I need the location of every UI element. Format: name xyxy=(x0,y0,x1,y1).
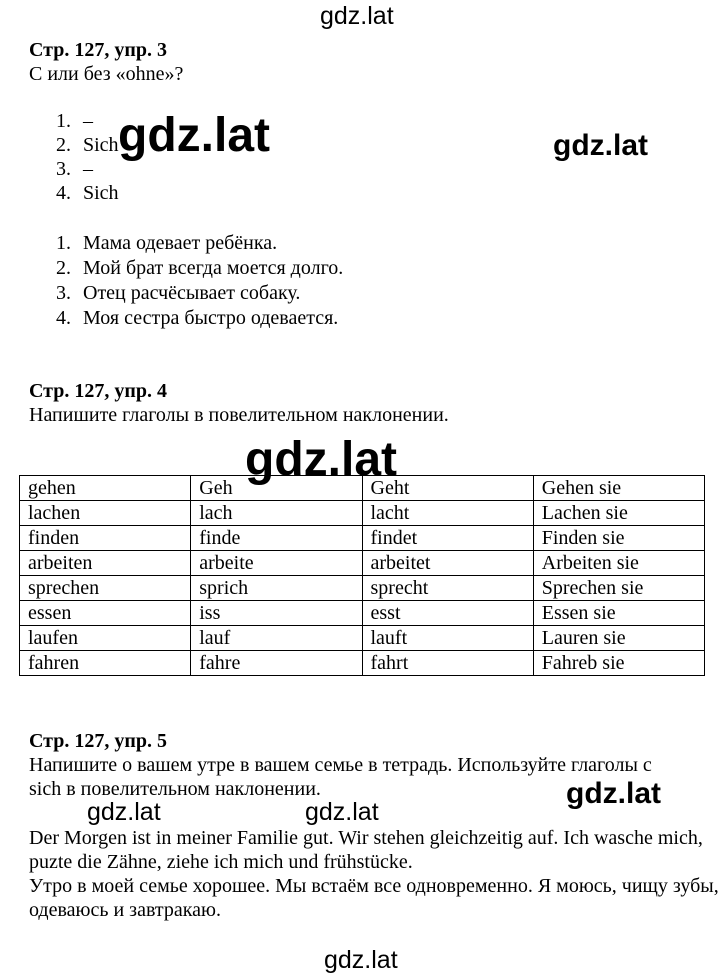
list-item: 4. Sich xyxy=(56,182,119,204)
table-cell: essen xyxy=(20,601,191,626)
table-cell: Fahreb sie xyxy=(533,651,704,676)
ex5-instruction-line1: Напишите о вашем утре в вашем семье в тетрадь. Используйте глаголы с xyxy=(29,754,652,776)
ex4-heading: Стр. 127, упр. 4 xyxy=(29,380,168,402)
list-item: 4. Моя сестра быстро одевается. xyxy=(56,307,339,329)
table-cell: Lachen sie xyxy=(533,501,704,526)
table-row xyxy=(20,601,705,626)
table-cell: Arbeiten sie xyxy=(533,551,704,576)
table-cell: sprich xyxy=(191,576,362,601)
watermark-small-mid: gdz.lat xyxy=(305,798,379,826)
ex5-heading: Стр. 127, упр. 5 xyxy=(29,730,168,752)
table-cell: arbeitet xyxy=(362,551,533,576)
table-cell: lauf xyxy=(191,626,362,651)
table-cell: Essen sie xyxy=(533,601,704,626)
ex5-instruction-line2: sich в повелительном наклонении. xyxy=(29,778,321,800)
ex5-german-text: Der Morgen ist in meiner Familie gut. Wir stehen gleichzeitig auf. Ich wasche mich, puzte die Zähne, ziehe ich mich und frühstücke. xyxy=(29,827,703,873)
verb-table xyxy=(19,475,705,676)
table-cell: Sprechen sie xyxy=(533,576,704,601)
list-item: 2. Мой брат всегда моется долго. xyxy=(56,257,344,279)
table-cell: lach xyxy=(191,501,362,526)
table-cell: finden xyxy=(20,526,191,551)
table-cell: Finden sie xyxy=(533,526,704,551)
watermark-big-1: gdz.lat xyxy=(118,109,270,162)
watermark-bottom: gdz.lat xyxy=(324,946,398,974)
table-cell: sprechen xyxy=(20,576,191,601)
ex3-heading: Стр. 127, упр. 3 xyxy=(29,39,168,61)
list-item: 1. Мама одевает ребёнка. xyxy=(56,232,278,254)
table-cell: Lauren sie xyxy=(533,626,704,651)
ex3-list2 xyxy=(56,231,343,331)
table-cell: lachen xyxy=(20,501,191,526)
table-cell: finde xyxy=(191,526,362,551)
table-cell: iss xyxy=(191,601,362,626)
table-cell: arbeiten xyxy=(20,551,191,576)
watermark-top: gdz.lat xyxy=(320,2,394,30)
table-cell: esst xyxy=(362,601,533,626)
table-row xyxy=(20,651,705,676)
table-cell: laufen xyxy=(20,626,191,651)
table-row xyxy=(20,526,705,551)
table-cell: Gehen sie xyxy=(533,476,704,501)
table-cell: gehen xyxy=(20,476,191,501)
table-cell: arbeite xyxy=(191,551,362,576)
ex3-list1 xyxy=(56,109,119,205)
table-row xyxy=(20,576,705,601)
table-cell: Geh xyxy=(191,476,362,501)
watermark-right-2: gdz.lat xyxy=(566,777,661,810)
watermark-small-left: gdz.lat xyxy=(87,798,161,826)
table-cell: fahrt xyxy=(362,651,533,676)
table-cell: fahre xyxy=(191,651,362,676)
table-cell: findet xyxy=(362,526,533,551)
ex4-instruction: Напишите глаголы в повелительном наклонении. xyxy=(29,404,449,426)
watermark-big-2: gdz.lat xyxy=(245,433,397,486)
table-cell: sprecht xyxy=(362,576,533,601)
ex3-instruction: С или без «ohne»? xyxy=(29,63,184,85)
table-row xyxy=(20,501,705,526)
table-row xyxy=(20,551,705,576)
table-cell: lacht xyxy=(362,501,533,526)
list-item: 1. – xyxy=(56,110,93,132)
list-item: 3. – xyxy=(56,158,93,180)
table-cell: fahren xyxy=(20,651,191,676)
table-cell: Geht xyxy=(362,476,533,501)
list-item: 3. Отец расчёсывает собаку. xyxy=(56,282,301,304)
watermark-right-1: gdz.lat xyxy=(553,129,648,162)
table-cell: lauft xyxy=(362,626,533,651)
list-item: 2. Sich xyxy=(56,134,119,156)
ex5-russian-text: Утро в моей семье хорошее. Мы встаём все одновременно. Я моюсь, чищу зубы, одеваюсь и завтракаю. xyxy=(29,875,719,921)
table-row xyxy=(20,626,705,651)
